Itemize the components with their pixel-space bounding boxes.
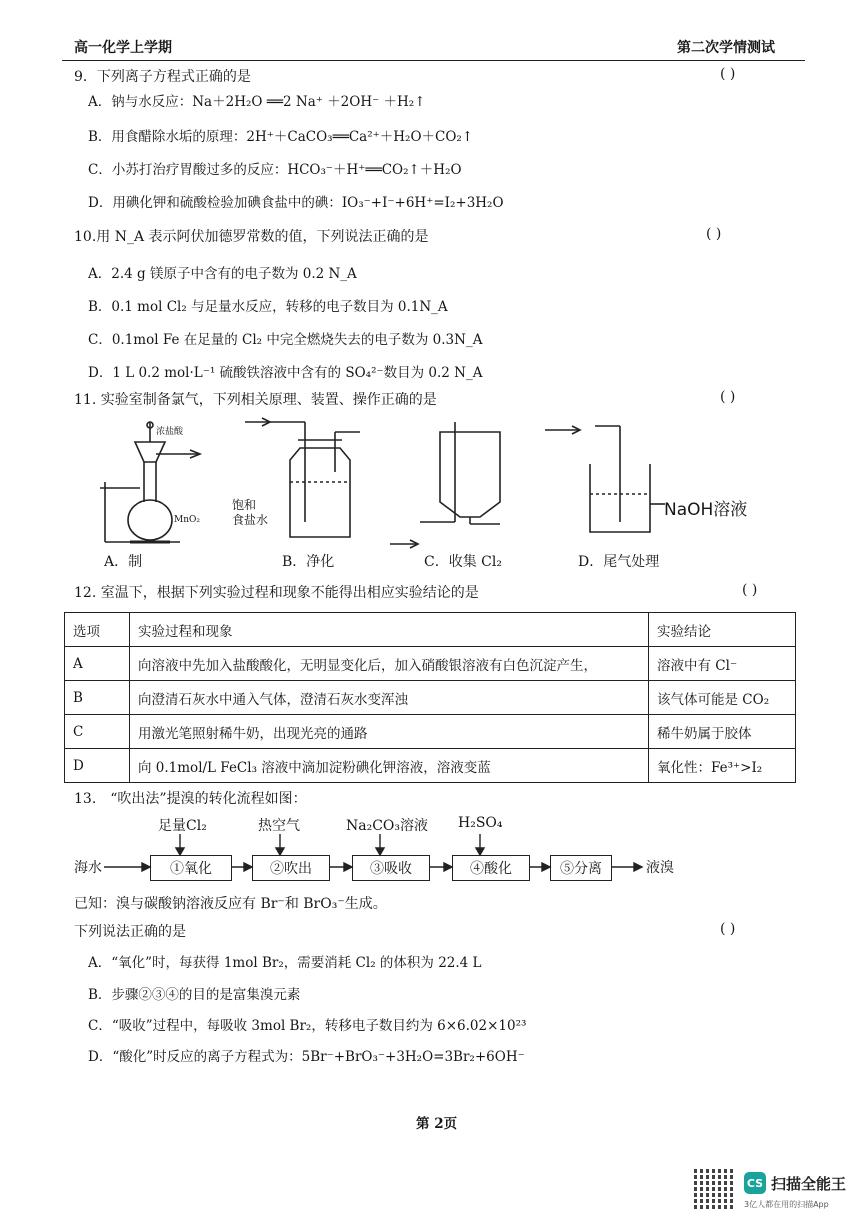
q13-option-d: D．“酸化”时反应的离子方程式为：5Br⁻+BrO₃⁻+3H₂O=3Br₂+6OH⁻	[88, 1049, 525, 1065]
table-cell: D	[65, 749, 130, 783]
q9-option-b: B．用食醋除水垢的原理：2H⁺＋CaCO₃══Ca²⁺＋H₂O＋CO₂↑	[88, 129, 474, 145]
q13-stem: 13. “吹出法”提溴的转化流程如图：	[74, 791, 307, 807]
table-header-row	[65, 613, 796, 647]
q9-answer-paren: ( )	[720, 66, 736, 82]
flow-step-oxidize: ①氧化	[150, 855, 232, 881]
table-header-cell: 选项	[65, 613, 130, 647]
table-cell: 溶液中有 Cl⁻	[649, 647, 796, 681]
table-cell: 向澄清石灰水中通入气体，澄清石灰水变浑浊	[130, 681, 649, 715]
table-row	[65, 715, 796, 749]
caption-c: C．收集 Cl₂	[424, 554, 502, 570]
q10-stem: 10.用 N_A 表示阿伏加德罗常数的值，下列说法正确的是	[74, 229, 429, 245]
page-number: 第 2页	[416, 1116, 458, 1132]
table-row	[65, 681, 796, 715]
table-cell: 向 0.1mol/L FeCl₃ 溶液中滴加淀粉碘化钾溶液，溶液变蓝	[130, 749, 649, 783]
q10-option-d: D．1 L 0.2 mol·L⁻¹ 硫酸铁溶液中含有的 SO₄²⁻数目为 0.2 N_A	[88, 365, 483, 381]
label-mno2: MnO₂	[174, 515, 200, 525]
flow-step-blow-out: ②吹出	[252, 855, 330, 881]
flow-step-acidify: ④酸化	[452, 855, 530, 881]
header-right: 第二次学情测试	[677, 40, 775, 56]
caption-b: B．净化	[282, 554, 335, 570]
q11-stem: 11. 实验室制备氯气，下列相关原理、装置、操作正确的是	[74, 392, 437, 408]
table-cell: C	[65, 715, 130, 749]
q13-answer-paren: ( )	[720, 921, 736, 937]
table-cell: 该气体可能是 CO₂	[649, 681, 796, 715]
q13-ask: 下列说法正确的是	[74, 924, 186, 940]
header-rule	[62, 60, 805, 61]
q12-table	[64, 612, 796, 783]
q13-option-b: B．步骤②③④的目的是富集溴元素	[88, 987, 301, 1003]
apparatus-d-beaker	[545, 426, 665, 532]
q10-option-a: A．2.4 g 镁原子中含有的电子数为 0.2 N_A	[88, 266, 357, 282]
q9-option-a: A．钠与水反应：Na＋2H₂O ══2 Na⁺ ＋2OH⁻ ＋H₂↑	[88, 94, 426, 110]
q11-answer-paren: ( )	[720, 389, 736, 405]
q12-stem: 12. 室温下，根据下列实验过程和现象不能得出相应实验结论的是	[74, 585, 479, 601]
q10-answer-paren: ( )	[706, 226, 722, 242]
table-row	[65, 749, 796, 783]
q13-option-a: A．“氧化”时，每获得 1mol Br₂，需要消耗 Cl₂ 的体积为 22.4 L	[88, 955, 482, 971]
table-header-cell: 实验过程和现象	[130, 613, 649, 647]
label-conc-hcl: 浓盐酸	[156, 427, 184, 437]
flow-step-absorb: ③吸收	[352, 855, 430, 881]
q10-option-c: C．0.1mol Fe 在足量的 Cl₂ 中完全燃烧失去的电子数为 0.3N_A	[88, 332, 483, 348]
brand-slogan: 3亿人都在用的扫描App	[744, 1200, 829, 1209]
table-cell: B	[65, 681, 130, 715]
q9-option-d: D．用碘化钾和硫酸检验加碘食盐中的碘：IO₃⁻+I⁻+6H⁺=I₂+3H₂O	[88, 195, 504, 211]
camscanner-logo-icon: CS	[744, 1172, 766, 1194]
reagent-label: 热空气	[258, 818, 300, 834]
flow-end: 液溴	[646, 860, 674, 876]
q12-answer-paren: ( )	[742, 582, 758, 598]
table-cell: 氧化性：Fe³⁺>I₂	[649, 749, 796, 783]
q13-known: 已知：溴与碳酸钠溶液反应有 Br⁻和 BrO₃⁻生成。	[74, 896, 387, 912]
label-brine: 饱和 食盐水	[232, 498, 269, 527]
table-header-cell: 实验结论	[649, 613, 796, 647]
qr-code-icon	[694, 1169, 734, 1209]
q9-option-c: C．小苏打治疗胃酸过多的反应：HCO₃⁻＋H⁺══CO₂↑＋H₂O	[88, 162, 462, 178]
header-left: 高一化学上学期	[74, 40, 172, 56]
flow-start: 海水	[74, 860, 102, 876]
reagent-label: Na₂CO₃溶液	[346, 818, 429, 834]
q10-option-b: B．0.1 mol Cl₂ 与足量水反应，转移的电子数目为 0.1N_A	[88, 299, 448, 315]
q11-apparatus-figure	[90, 412, 790, 552]
table-row	[65, 647, 796, 681]
table-cell: 用激光笔照射稀牛奶，出现光亮的通路	[130, 715, 649, 749]
reagent-label: 足量Cl₂	[158, 818, 207, 834]
label-naoh-solution: NaOH溶液	[664, 500, 748, 520]
table-cell: 向溶液中先加入盐酸酸化，无明显变化后，加入硝酸银溶液有白色沉淀产生，	[130, 647, 649, 681]
caption-a: A．制	[104, 554, 143, 570]
q9-stem: 9．下列离子方程式正确的是	[74, 69, 251, 85]
q13-option-c: C．“吸收”过程中，每吸收 3mol Br₂，转移电子数目约为 6×6.02×10²³	[88, 1018, 527, 1034]
flow-step-separate: ⑤分离	[550, 855, 612, 881]
table-cell: A	[65, 647, 130, 681]
apparatus-c-collect-bottle	[390, 422, 500, 548]
reagent-label: H₂SO₄	[458, 815, 503, 831]
caption-d: D．尾气处理	[578, 554, 660, 570]
brand-name: 扫描全能王	[771, 1175, 847, 1193]
table-cell: 稀牛奶属于胶体	[649, 715, 796, 749]
